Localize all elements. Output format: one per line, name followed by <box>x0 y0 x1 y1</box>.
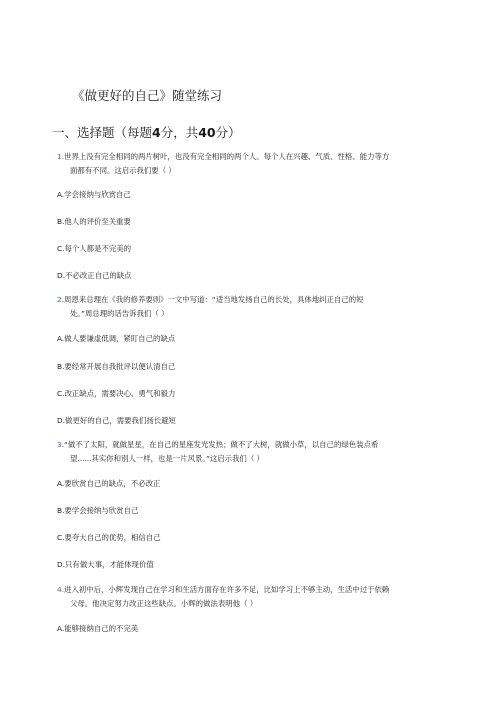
question-3-option-d[interactable]: D.只有做大事，才能体现价值 <box>57 560 154 569</box>
question-1-option-d[interactable]: D.不必改正自己的缺点 <box>57 271 132 280</box>
question-2-option-a[interactable]: A.做人要谦虚低调，紧盯自己的缺点 <box>57 334 176 343</box>
question-1-option-c[interactable]: C.每个人都是不完美的 <box>57 244 132 253</box>
question-2-option-c[interactable]: C.改正缺点，需要决心、勇气和毅力 <box>57 389 176 398</box>
question-2-stem: 2.周恩来总理在《我的修养要则》一文中写道：“适当地发扬自己的长处，具体地纠正自己的短 处。”周总理的话告诉我们（ ） <box>57 295 364 318</box>
question-1-option-a[interactable]: A.学会接纳与欣赏自己 <box>57 190 131 199</box>
question-2-option-b[interactable]: B.要经常开展自我批评以便认清自己 <box>57 362 176 371</box>
question-2-option-d[interactable]: D.做更好的自己，需要我们扬长避短 <box>57 416 176 425</box>
question-1-option-b[interactable]: B.他人的评价至关重要 <box>57 217 131 226</box>
question-1-stem: 1.世界上没有完全相同的两片树叶，也没有完全相同的两个人。每个人在兴趣、气质、性格、能力等方 面都有不同。这启示我们要（ ） <box>57 152 390 175</box>
question-number: 1. <box>57 152 65 161</box>
page-title: 《做更好的自己》随堂练习 <box>72 88 223 103</box>
question-4-option-a[interactable]: A.能够接纳自己的不完美 <box>57 624 139 633</box>
question-3-option-a[interactable]: A.要欣赏自己的缺点，不必改正 <box>57 479 161 488</box>
section-heading: 一、选择题（每题4分，共40分） <box>52 125 241 140</box>
question-4-stem: 4.进入初中后，小辉发现自己在学习和生活方面存在许多不足，比如学习上不够主动，生活中过于依赖 父母。他决定努力改正这些缺点。小辉的做法表明他（ ） <box>57 585 390 608</box>
question-3-option-b[interactable]: B.要学会接纳与欣赏自己 <box>57 506 139 515</box>
question-3-stem: 3.“做不了太阳，就做星星，在自己的星座发光发热；做不了大树，就做小草，以自己的绿色装点希 望......其实你和别人一样，也是一片风景。”这启示我们（ ） <box>57 440 379 463</box>
question-number: 3 <box>57 440 62 449</box>
question-number: 4. <box>57 585 65 594</box>
question-number: 2 <box>57 295 62 304</box>
question-3-option-c[interactable]: C.要夸大自己的优势，相信自己 <box>57 533 161 542</box>
